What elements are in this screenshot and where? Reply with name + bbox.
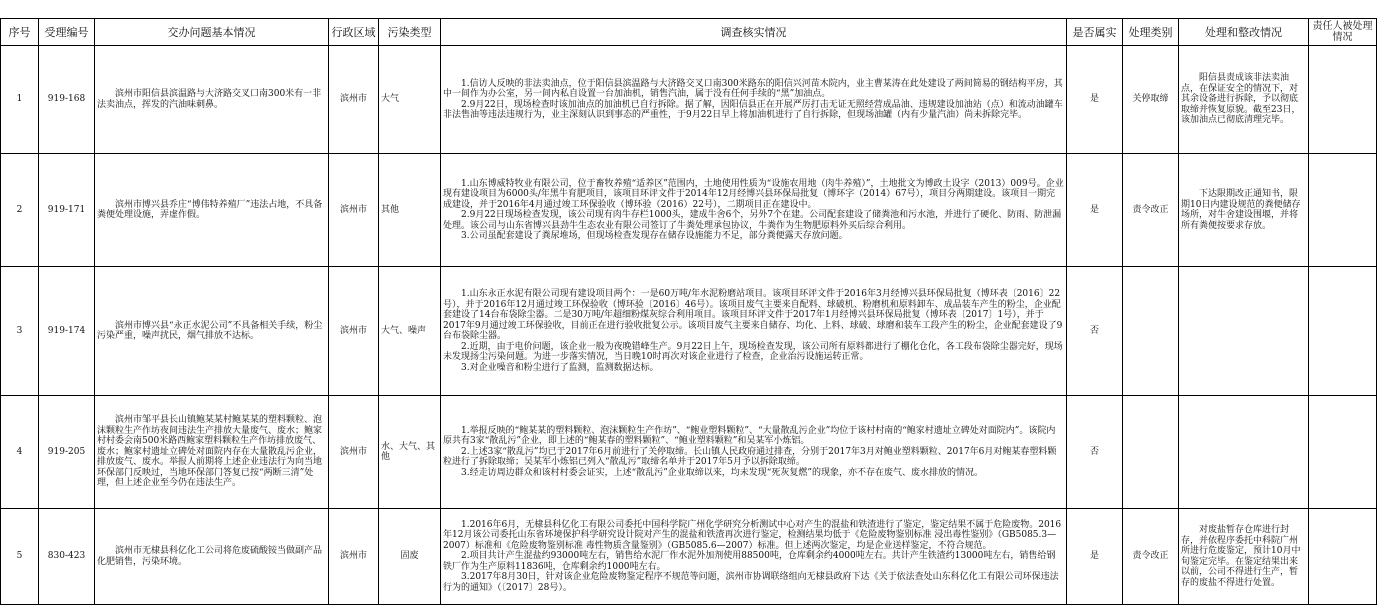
cell-handling-type: 责令改正 bbox=[1123, 509, 1179, 605]
cell-responsible bbox=[1309, 509, 1377, 605]
issue-text: 滨州市邹平县长山镇鲍某某村鲍某某的塑料颗粒、泡沫颗粒生产作坊夜间违法生产排放大量废气、废水；鲍家村村委会南500米路西鲍家塑料颗粒生产作坊排放废气、废水；鲍家村遗址立碑处对面院内存在大量散乱污企业，排放废气、废水。举报人前期将上述企业违法行为向当地环保部门反映过，当地环保部门答复已按“两断三清”处理，但上述企业至今仍在违法生产。 bbox=[97, 415, 323, 489]
cell-rectification bbox=[1179, 154, 1309, 267]
header-district: 行政区域 bbox=[329, 19, 379, 46]
table-row bbox=[1, 509, 1377, 605]
cell-verified: 是 bbox=[1067, 46, 1123, 154]
cell-responsible bbox=[1309, 154, 1377, 267]
investigation-paragraph: 1.山东博威特牧业有限公司，位于畜牧养殖“适养区”范围内，土地使用性质为“设施农用地（肉牛养殖）”，土地批文为博政土设字（2013）009号。企业现有建设项目为6000头/年黑牛育肥项目，该项目环评文件于2014年12月经博兴县环保局批复（博环字（2014）67号），项目分两期建设。该项目一期完成建设，并于2016年4月通过竣工环保验收（博环验（2016）22号），二期项目正在建设中。 bbox=[443, 178, 1064, 210]
issue-text: 滨州市阳信县滨温路与大济路交叉口南300米有一非法卖油点，挥发的汽油味刺鼻。 bbox=[97, 89, 322, 110]
cell-case-no: 919-205 bbox=[39, 396, 95, 509]
cell-district: 滨州市 bbox=[329, 267, 379, 396]
header-issue: 交办问题基本情况 bbox=[95, 19, 329, 46]
cell-issue bbox=[95, 509, 329, 605]
table-row bbox=[1, 267, 1377, 396]
cell-handling-type bbox=[1123, 396, 1179, 509]
investigation-paragraph: 2.近期，由于电价问题，该企业一般为夜晚错峰生产。9月22日上午，现场检查发现，该公司所有原料都进行了棚化仓化，各工段布袋除尘器完好，现场未发现扬尘污染问题。为进一步落实情况，当日晚10时再次对该企业进行了检查，企业治污设施运转正常。 bbox=[443, 341, 1063, 362]
investigation-paragraph: 2.9月22日，现场检查时该加油点的加油机已自行拆除。据了解，因阳信县正在开展严厉打击无证无照经营成品油、违规建设加油站（点）和流动油罐车非法售油等违法违规行为，业主深刻认识到事态的严重性，于9月22日早上将加油机进行了自行拆除，但现场油罐（内有少量汽油）尚未拆除完毕。 bbox=[443, 99, 1063, 120]
report-table-container bbox=[0, 18, 1383, 605]
rectification-text: 对废盐暂存仓库进行封存，并依程序委托中科院广州所进行危废鉴定，预计10月中旬鉴定完毕。在鉴定结果出来以前，公司不得进行生产，暂存的废盐不得进行处置。 bbox=[1181, 525, 1301, 588]
issue-text: 滨州市博兴县“永正水泥公司”不具备相关手续，粉尘污染严重，噪声扰民，烟气排放不达标。 bbox=[97, 320, 323, 341]
header-responsible: 责任人被处理情况 bbox=[1309, 19, 1377, 46]
cell-investigation bbox=[441, 267, 1067, 396]
cell-verified: 否 bbox=[1067, 267, 1123, 396]
cell-case-no: 830-423 bbox=[39, 509, 95, 605]
cell-issue bbox=[95, 154, 329, 267]
cell-responsible bbox=[1309, 396, 1377, 509]
investigation-paragraph: 3.经走访周边群众和该村村委会证实，上述“散乱污”企业取缔以来，均未发现“死灰复燃”的现象，亦不存在废气、废水排放的情况。 bbox=[461, 467, 983, 478]
table-row bbox=[1, 396, 1377, 509]
cell-seq: 3 bbox=[1, 267, 39, 396]
header-row bbox=[1, 19, 1377, 46]
cell-seq: 4 bbox=[1, 396, 39, 509]
cell-pollution: 水、大气、其他 bbox=[379, 396, 441, 509]
cell-case-no: 919-168 bbox=[39, 46, 95, 154]
cell-investigation bbox=[441, 154, 1067, 267]
complaint-report-table bbox=[0, 18, 1377, 605]
table-row bbox=[1, 46, 1377, 154]
cell-case-no: 919-174 bbox=[39, 267, 95, 396]
issue-text: 滨州市博兴县乔庄“博伟特养殖厂”违法占地，不具备粪便处理设施，弄虚作假。 bbox=[97, 199, 323, 220]
cell-pollution: 其他 bbox=[379, 154, 441, 267]
cell-investigation bbox=[441, 396, 1067, 509]
cell-responsible bbox=[1309, 46, 1377, 154]
investigation-paragraph: 2.9月22日现场检查发现，该公司现有肉牛存栏1000头，建成牛舍6个，另外7个在建。公司配套建设了储粪池和污水池，并进行了硬化、防雨、防泄漏处理。该公司与山东省博兴县劲牛生态农业有限公司签订了牛粪处理承包协议，牛粪作为生物肥原料外买后综合利用。 bbox=[443, 210, 1062, 231]
cell-investigation bbox=[441, 509, 1067, 605]
header-rectification: 处理和整改情况 bbox=[1179, 19, 1309, 46]
cell-verified: 是 bbox=[1067, 509, 1123, 605]
issue-text: 滨州市无棣县科亿化工公司将危废硫酸铵当做副产品化肥销售，污染环境。 bbox=[97, 546, 323, 567]
cell-pollution: 大气、噪声 bbox=[379, 267, 441, 396]
investigation-paragraph: 1.信访人反映的非法卖油点，位于阳信县滨温路与大济路交叉口南300米路东的阳信兴河苗木院内，业主曹某涛在此处建设了两间简易的钢结构平房，其中一间作为办公室，另一间内私自设置一台加油机，销售汽油，属于没有任何手续的“黑”加油点。 bbox=[443, 78, 1063, 99]
cell-issue bbox=[95, 267, 329, 396]
rectification-text: 下达限期改正通知书，限期10日内建设规范的粪便储存场所，对牛舍建设围堰，并将所有粪便按要求存放。 bbox=[1181, 189, 1301, 231]
cell-responsible bbox=[1309, 267, 1377, 396]
cell-rectification bbox=[1179, 396, 1309, 509]
cell-rectification bbox=[1179, 46, 1309, 154]
cell-rectification bbox=[1179, 267, 1309, 396]
header-seq: 序号 bbox=[1, 19, 39, 46]
table-row bbox=[1, 154, 1377, 267]
investigation-paragraph: 2.项目共计产生混盐约93000吨左右，销售给水泥厂作水泥外加剂使用88500吨，仓库剩余约4000吨左右。共计产生铁渣约13000吨左右，销售给钢铁厂作为生产原料11836吨，仓库剩余约1000吨左右。 bbox=[443, 551, 1056, 572]
cell-pollution: 固废 bbox=[379, 509, 441, 605]
cell-handling-type: 责令改正 bbox=[1123, 154, 1179, 267]
cell-rectification bbox=[1179, 509, 1309, 605]
cell-seq: 2 bbox=[1, 154, 39, 267]
cell-case-no: 919-171 bbox=[39, 154, 95, 267]
header-verified: 是否属实 bbox=[1067, 19, 1123, 46]
cell-verified: 否 bbox=[1067, 396, 1123, 509]
cell-seq: 5 bbox=[1, 509, 39, 605]
cell-district: 滨州市 bbox=[329, 396, 379, 509]
investigation-paragraph: 1.山东永正水泥有限公司现有建设项目两个：一是60万吨/年水泥粉磨站项目。该项目环评文件于2016年3月经博兴县环保局批复（博环表〔2016〕22号），并于2016年12月通过竣工环保验收（博环验〔2016〕46号）。该项目废气主要来自配料、球破机、粉磨机和原料卸车、成品装车产生的粉尘，企业配套建设了14台布袋除尘器。二是30万吨/年超细粉煤灰综合利用项目。该项目环评文件于2017年1月经博兴县环保局批复（博环表〔2017〕1号），并于2017年9月通过竣工环保验收，目前正在进行验收批复公示。该项目废气主要来自储存、均化、上料、球破、球磨和装车工段产生的粉尘，企业配套建设了9台布袋除尘器。 bbox=[443, 289, 1063, 341]
header-pollution: 污染类型 bbox=[379, 19, 441, 46]
header-handling-type: 处理类别 bbox=[1123, 19, 1179, 46]
cell-district: 滨州市 bbox=[329, 46, 379, 154]
investigation-paragraph: 1.举报反映的“鲍某某的塑料颗粒、泡沫颗粒生产作坊”、“鲍业塑料颗粒”、“大量散乱污企业”均位于该村村南的“鲍家村遗址立碑处对面院内”。该院内原共有3家“散乱污”企业，即上述的“鲍某春的塑料颗粒”、“鲍业塑料颗粒”和吴某军小炼铝。 bbox=[443, 425, 1056, 447]
investigation-paragraph: 1.2016年6月，无棣县科亿化工有限公司委托中国科学院广州化学研究分析测试中心对产生的混盐和铁渣进行了鉴定，鉴定结果不属于危险废物。2016年12月该公司委托山东省环境保护科学研究设计院对产生的混盐和铁渣再次进行鉴定，检测结果均低于《危险废物鉴别标准 浸出毒性鉴别》（GB5085.3—2007）标准和《危险废物鉴别标准 毒性物质含量鉴别》（GB5085.6—2007）标准。但上述两次鉴定，均是企业送样鉴定，不符合规范。 bbox=[443, 519, 1062, 551]
cell-investigation bbox=[441, 46, 1067, 154]
cell-pollution: 大气 bbox=[379, 46, 441, 154]
cell-handling-type bbox=[1123, 267, 1179, 396]
cell-issue bbox=[95, 46, 329, 154]
cell-verified: 是 bbox=[1067, 154, 1123, 267]
investigation-paragraph: 3.对企业噪音和粉尘进行了监测，监测数据达标。 bbox=[461, 362, 659, 373]
cell-issue bbox=[95, 396, 329, 509]
cell-district: 滨州市 bbox=[329, 509, 379, 605]
cell-handling-type: 关停取缔 bbox=[1123, 46, 1179, 154]
rectification-text: 阳信县责成该非法卖油点，在保证安全的情况下，对其余设备进行拆除，予以彻底取缔并恢复原貌。截至23日，该加油点已彻底清理完毕。 bbox=[1181, 73, 1301, 126]
cell-seq: 1 bbox=[1, 46, 39, 154]
header-investigation: 调查核实情况 bbox=[441, 19, 1067, 46]
header-case-no: 受理编号 bbox=[39, 19, 95, 46]
investigation-paragraph: 2.上述3家“散乱污”均已于2017年6月前进行了关停取缔。长山镇人民政府通过排查，分别于2017年3月对鲍业塑料颗粒、2017年6月对鲍某春塑料颗粒进行了拆除取缔；吴某军小炼铝已列入“散乱污”取缔名单并于2017年5月予以拆除取缔。 bbox=[443, 446, 1057, 468]
cell-district: 滨州市 bbox=[329, 154, 379, 267]
investigation-paragraph: 3.公司虽配套建设了粪尿堆场，但现场检查发现存在储存设施能力不足，部分粪便露天存放问题。 bbox=[461, 231, 848, 241]
investigation-paragraph: 3.2017年8月30日，针对该企业危险废物鉴定程序不规范等问题，滨州市协调联络组向无棣县政府下达《关于依法查处山东科亿化工有限公司环保违法行为的通知》（〔2017〕28号）。 bbox=[443, 572, 1059, 593]
